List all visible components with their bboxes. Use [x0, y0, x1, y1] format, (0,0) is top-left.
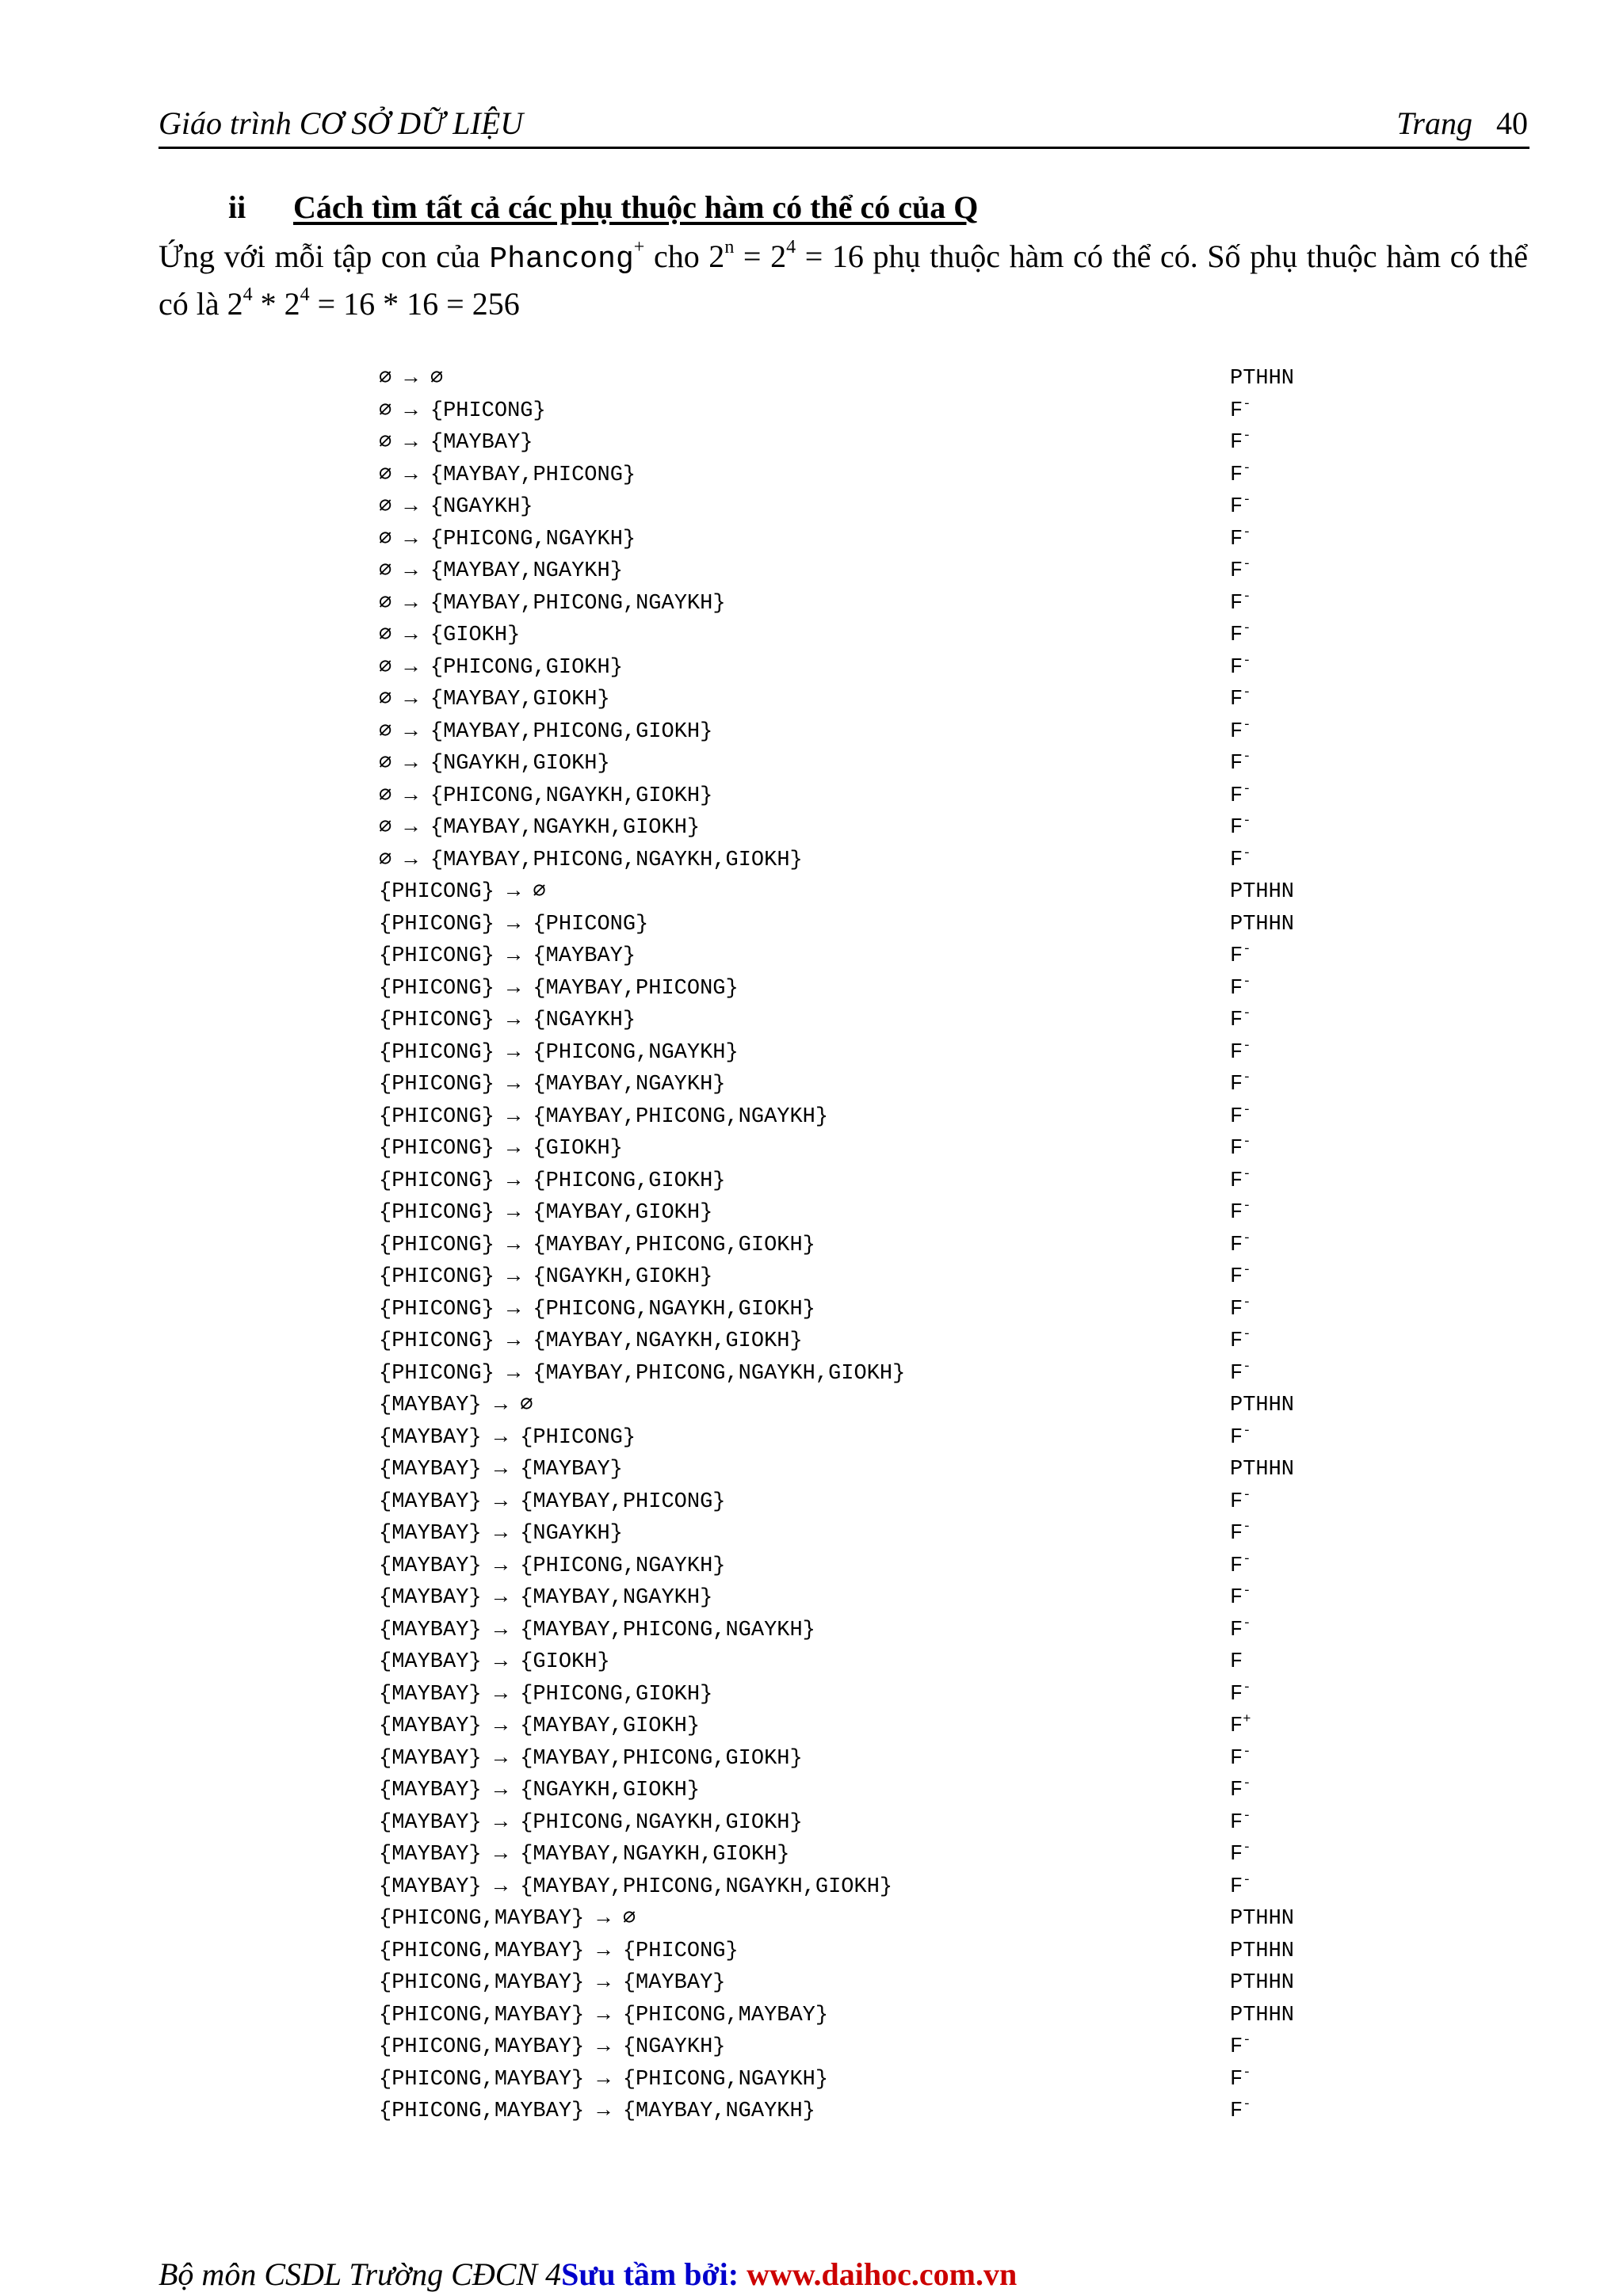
dependency-status: [1230, 1743, 1251, 1775]
dependency-status-label: PTHHN: [1230, 2003, 1295, 2027]
dependency-row: [379, 1261, 1409, 1294]
intro-sup: 4: [300, 284, 310, 305]
dependency-expression: {PHICONG} → {NGAYKH}: [379, 1009, 636, 1032]
dependency-status-label: F: [1230, 784, 1243, 808]
dependency-expression: {PHICONG,MAYBAY} → ∅: [379, 1907, 636, 1931]
dependency-status-sup: -: [1243, 460, 1251, 476]
header-page-number: 40: [1496, 105, 1528, 141]
dependency-status: [1230, 1679, 1251, 1711]
dependency-status-sup: -: [1243, 1295, 1251, 1310]
section-number: ii: [228, 189, 246, 225]
dependency-status: [1230, 1325, 1251, 1357]
dependency-status-label: F: [1230, 559, 1243, 583]
dependency-status-sup: -: [1243, 2033, 1251, 2048]
dependency-expression: ∅ → {NGAYKH,GIOKH}: [379, 752, 610, 776]
dependency-status: [1230, 1197, 1251, 1229]
dependency-row: [379, 363, 1409, 395]
dependency-status-label: F: [1230, 1361, 1243, 1386]
dependency-status-label: F: [1230, 2100, 1243, 2123]
dependency-status-sup: -: [1243, 1102, 1251, 1118]
dependency-expression: {PHICONG} → {MAYBAY}: [379, 944, 636, 968]
dependency-status: [1230, 2031, 1251, 2063]
dependency-status-sup: -: [1243, 396, 1251, 412]
dependency-row: [379, 1679, 1409, 1711]
dependency-row: [379, 1550, 1409, 1583]
dependency-row: [379, 1197, 1409, 1230]
dependency-row: [379, 845, 1409, 877]
dependency-row: [379, 2000, 1409, 2032]
dependency-expression: {MAYBAY} → {PHICONG,NGAYKH}: [379, 1554, 726, 1578]
dependency-status: [1230, 909, 1294, 940]
dependency-status-sup: -: [1243, 1520, 1251, 1535]
dependency-row: [379, 716, 1409, 749]
dependency-expression: {MAYBAY} → {PHICONG}: [379, 1425, 636, 1450]
section-heading: [228, 184, 978, 231]
dependency-status-label: PTHHN: [1230, 367, 1295, 391]
dependency-row: [379, 1422, 1409, 1455]
dependency-status-sup: -: [1243, 589, 1251, 605]
header-divider: [158, 147, 1529, 149]
dependency-expression: {MAYBAY} → {GIOKH}: [379, 1650, 610, 1674]
dependency-row: [379, 1711, 1409, 1743]
dependency-expression: {PHICONG,MAYBAY} → {PHICONG,MAYBAY}: [379, 2003, 829, 2027]
dependency-status-sup: -: [1243, 781, 1251, 797]
dependency-row: [379, 652, 1409, 685]
dependency-status: [1230, 1261, 1251, 1293]
dependency-status: [1230, 1903, 1294, 1935]
dependency-status: [1230, 845, 1251, 876]
dependency-status-label: F: [1230, 1425, 1243, 1450]
dependency-row: [379, 620, 1409, 652]
dependency-expression: {PHICONG} → {PHICONG}: [379, 912, 649, 936]
intro-code: Phancong: [489, 242, 634, 277]
dependency-status-label: F: [1230, 688, 1243, 711]
dependency-status-sup: -: [1243, 717, 1251, 733]
dependency-expression: {PHICONG} → {MAYBAY,GIOKH}: [379, 1201, 713, 1225]
dependency-status-sup: -: [1243, 942, 1251, 957]
dependency-status: [1230, 1807, 1251, 1839]
dependency-expression: {PHICONG} → ∅: [379, 880, 546, 904]
dependency-row: [379, 1325, 1409, 1358]
dependency-status: [1230, 940, 1251, 972]
dependency-expression: {MAYBAY} → {NGAYKH,GIOKH}: [379, 1779, 701, 1802]
dependency-status: [1230, 748, 1251, 780]
dependency-status-sup: +: [1243, 1712, 1251, 1727]
dependency-status-label: F: [1230, 1137, 1243, 1161]
footer-credit: Sưu tầm bởi:: [561, 2256, 747, 2292]
dependency-status: [1230, 2064, 1251, 2096]
dependency-status: [1230, 1005, 1251, 1036]
intro-sup: +: [633, 237, 645, 257]
dependency-expression: {MAYBAY} → ∅: [379, 1394, 533, 1417]
dependency-status: [1230, 1294, 1251, 1325]
dependency-expression: {PHICONG} → {PHICONG,NGAYKH,GIOKH}: [379, 1297, 815, 1322]
dependency-status-label: F: [1230, 431, 1243, 455]
dependency-row: [379, 1454, 1409, 1486]
dependency-status-label: F: [1230, 1586, 1243, 1610]
dependency-status-sup: -: [1243, 1327, 1251, 1342]
dependency-status-label: F: [1230, 1040, 1243, 1065]
dependency-status-sup: -: [1243, 1230, 1251, 1246]
dependency-status-label: F: [1230, 463, 1243, 487]
dependency-status: [1230, 1165, 1251, 1197]
intro-sup: n: [724, 237, 735, 257]
intro-text: cho 2: [644, 238, 725, 274]
dependency-status-sup: -: [1243, 1423, 1251, 1439]
dependency-status-label: F: [1230, 1201, 1243, 1225]
dependency-expression: ∅ → {MAYBAY,NGAYKH,GIOKH}: [379, 816, 701, 840]
dependency-expression: ∅ → {MAYBAY}: [379, 431, 533, 455]
dependency-status-sup: -: [1243, 557, 1251, 572]
dependency-status: [1230, 460, 1251, 491]
dependency-status-sup: -: [1243, 1840, 1251, 1855]
dependency-expression: {PHICONG} → {NGAYKH,GIOKH}: [379, 1265, 713, 1289]
dependency-row: [379, 1358, 1409, 1390]
dependency-list: [379, 363, 1409, 2128]
dependency-expression: {PHICONG} → {MAYBAY,NGAYKH,GIOKH}: [379, 1329, 803, 1353]
dependency-status-label: PTHHN: [1230, 880, 1295, 904]
dependency-status: [1230, 1646, 1243, 1678]
dependency-expression: {MAYBAY} → {PHICONG,GIOKH}: [379, 1682, 713, 1707]
dependency-row: [379, 1294, 1409, 1326]
dependency-status-label: F: [1230, 495, 1243, 519]
dependency-status: [1230, 1967, 1294, 1999]
dependency-status-label: F: [1230, 1329, 1243, 1353]
dependency-row: [379, 1005, 1409, 1037]
dependency-status-label: F: [1230, 1746, 1243, 1771]
dependency-status: [1230, 1101, 1251, 1133]
dependency-status: [1230, 1775, 1251, 1806]
intro-text: = 2: [734, 238, 787, 274]
header-title: Giáo trình CƠ SỞ DỮ LIỆU: [158, 105, 524, 141]
dependency-status-sup: -: [1243, 2097, 1251, 2112]
dependency-status-label: F: [1230, 1843, 1243, 1867]
dependency-row: [379, 1165, 1409, 1198]
dependency-status: [1230, 395, 1251, 427]
dependency-status: [1230, 1390, 1294, 1421]
dependency-status-sup: -: [1243, 1359, 1251, 1375]
dependency-status-label: PTHHN: [1230, 1907, 1295, 1931]
dependency-status: [1230, 1518, 1251, 1550]
dependency-status-label: F: [1230, 1650, 1243, 1674]
dependency-expression: {MAYBAY} → {MAYBAY,NGAYKH}: [379, 1586, 713, 1610]
dependency-row: [379, 1069, 1409, 1101]
dependency-expression: {PHICONG,MAYBAY} → {MAYBAY,NGAYKH}: [379, 2100, 815, 2123]
dependency-row: [379, 940, 1409, 973]
dependency-status-label: F: [1230, 1169, 1243, 1193]
dependency-status: [1230, 491, 1251, 523]
dependency-status: [1230, 1486, 1251, 1518]
dependency-status-label: F: [1230, 752, 1243, 776]
dependency-row: [379, 555, 1409, 588]
dependency-row: [379, 460, 1409, 492]
dependency-status-label: F: [1230, 655, 1243, 680]
dependency-expression: {MAYBAY} → {MAYBAY}: [379, 1458, 623, 1482]
dependency-expression: {PHICONG,MAYBAY} → {PHICONG}: [379, 1939, 739, 1963]
dependency-status: [1230, 2096, 1251, 2127]
dependency-status-sup: -: [1243, 1006, 1251, 1021]
dependency-status-label: F: [1230, 2067, 1243, 2092]
dependency-status-label: F: [1230, 976, 1243, 1001]
dependency-status-label: F: [1230, 1233, 1243, 1257]
intro-sup: 4: [786, 237, 796, 257]
dependency-status-sup: -: [1243, 814, 1251, 829]
dependency-status-sup: -: [1243, 493, 1251, 508]
dependency-status-sup: -: [1243, 685, 1251, 700]
dependency-status-sup: -: [1243, 1776, 1251, 1791]
dependency-expression: {PHICONG} → {MAYBAY,PHICONG,NGAYKH}: [379, 1104, 829, 1129]
dependency-expression: ∅ → {NGAYKH}: [379, 495, 533, 519]
dependency-status: [1230, 684, 1251, 715]
dependency-status: [1230, 1550, 1251, 1582]
dependency-expression: {PHICONG} → {MAYBAY,PHICONG,NGAYKH,GIOKH}: [379, 1361, 906, 1386]
dependency-row: [379, 812, 1409, 845]
dependency-status-label: PTHHN: [1230, 1939, 1295, 1963]
dependency-status-sup: -: [1243, 974, 1251, 990]
dependency-expression: {MAYBAY} → {MAYBAY,PHICONG,NGAYKH,GIOKH}: [379, 1875, 893, 1899]
dependency-status-sup: -: [1243, 1615, 1251, 1631]
dependency-row: [379, 588, 1409, 620]
dependency-status-label: PTHHN: [1230, 1394, 1295, 1417]
dependency-status: [1230, 876, 1294, 908]
dependency-row: [379, 1743, 1409, 1775]
dependency-row: [379, 1133, 1409, 1165]
dependency-status: [1230, 1582, 1251, 1614]
dependency-row: [379, 1486, 1409, 1519]
dependency-expression: {PHICONG} → {MAYBAY,NGAYKH}: [379, 1073, 726, 1097]
dependency-status: [1230, 2000, 1294, 2031]
dependency-status-label: F: [1230, 848, 1243, 872]
dependency-expression: ∅ → {GIOKH}: [379, 624, 521, 647]
dependency-status-label: F: [1230, 591, 1243, 616]
dependency-status-label: F: [1230, 624, 1243, 647]
page-footer: [158, 2255, 1017, 2294]
dependency-expression: ∅ → {MAYBAY,NGAYKH}: [379, 559, 623, 583]
dependency-status-label: F: [1230, 1104, 1243, 1129]
dependency-status: [1230, 1422, 1251, 1454]
dependency-status: [1230, 1615, 1251, 1646]
dependency-status: [1230, 1037, 1251, 1069]
dependency-status-label: F: [1230, 1618, 1243, 1642]
dependency-status-sup: -: [1243, 621, 1251, 636]
dependency-status: [1230, 588, 1251, 620]
dependency-status-label: F: [1230, 1009, 1243, 1032]
dependency-expression: ∅ → {PHICONG,GIOKH}: [379, 655, 623, 680]
dependency-expression: ∅ → {PHICONG,NGAYKH,GIOKH}: [379, 784, 713, 808]
dependency-status-sup: -: [1243, 2065, 1251, 2081]
dependency-status-label: F: [1230, 1714, 1243, 1738]
dependency-row: [379, 2096, 1409, 2128]
dependency-expression: {MAYBAY} → {NGAYKH}: [379, 1522, 623, 1546]
page-header: [158, 100, 1528, 147]
dependency-status-sup: -: [1243, 1038, 1251, 1054]
intro-text: Ứng với mỗi tập con của: [158, 238, 490, 274]
dependency-status-label: F: [1230, 1875, 1243, 1899]
dependency-status: [1230, 1454, 1294, 1486]
dependency-expression: {PHICONG} → {MAYBAY,PHICONG}: [379, 976, 739, 1001]
dependency-status: [1230, 1711, 1251, 1742]
footer-text: Bộ môn CSDL Trường CĐCN 4: [158, 2256, 562, 2292]
dependency-expression: {PHICONG,MAYBAY} → {NGAYKH}: [379, 2035, 726, 2059]
dependency-expression: ∅ → ∅: [379, 367, 444, 391]
dependency-status-sup: -: [1243, 429, 1251, 444]
dependency-status: [1230, 363, 1294, 395]
dependency-row: [379, 427, 1409, 460]
dependency-expression: {PHICONG} → {GIOKH}: [379, 1137, 623, 1161]
dependency-expression: {MAYBAY} → {MAYBAY,NGAYKH,GIOKH}: [379, 1843, 790, 1867]
dependency-expression: {MAYBAY} → {MAYBAY,GIOKH}: [379, 1714, 701, 1738]
dependency-row: [379, 1037, 1409, 1070]
dependency-expression: ∅ → {MAYBAY,PHICONG,NGAYKH,GIOKH}: [379, 848, 803, 872]
dependency-status: [1230, 812, 1251, 844]
dependency-status-sup: -: [1243, 1166, 1251, 1182]
intro-paragraph: [158, 235, 1528, 326]
dependency-status-sup: -: [1243, 524, 1251, 540]
dependency-row: [379, 1807, 1409, 1840]
dependency-status: [1230, 1069, 1251, 1100]
dependency-status-label: F: [1230, 1522, 1243, 1546]
dependency-expression: {PHICONG,MAYBAY} → {PHICONG,NGAYKH}: [379, 2067, 829, 2092]
dependency-status-sup: -: [1243, 1199, 1251, 1214]
dependency-status-label: F: [1230, 2035, 1243, 2059]
dependency-status-sup: -: [1243, 1070, 1251, 1085]
dependency-row: [379, 491, 1409, 524]
dependency-expression: {PHICONG,MAYBAY} → {MAYBAY}: [379, 1971, 726, 1995]
dependency-status: [1230, 716, 1251, 748]
dependency-expression: ∅ → {PHICONG,NGAYKH}: [379, 527, 636, 551]
dependency-status-sup: -: [1243, 749, 1251, 765]
dependency-row: [379, 1871, 1409, 1904]
dependency-row: [379, 748, 1409, 780]
dependency-status-label: PTHHN: [1230, 1971, 1295, 1995]
dependency-status: [1230, 427, 1251, 459]
dependency-expression: {MAYBAY} → {MAYBAY,PHICONG,NGAYKH}: [379, 1618, 815, 1642]
dependency-status-label: F: [1230, 1073, 1243, 1097]
dependency-expression: {PHICONG} → {MAYBAY,PHICONG,GIOKH}: [379, 1233, 815, 1257]
dependency-row: [379, 1646, 1409, 1679]
dependency-status-label: PTHHN: [1230, 1458, 1295, 1482]
dependency-status: [1230, 524, 1251, 555]
dependency-status: [1230, 620, 1251, 651]
dependency-status-sup: -: [1243, 1551, 1251, 1567]
dependency-status-label: F: [1230, 1297, 1243, 1322]
header-page: [1396, 100, 1528, 147]
dependency-status-label: F: [1230, 1682, 1243, 1707]
dependency-status-label: F: [1230, 816, 1243, 840]
dependency-row: [379, 2031, 1409, 2064]
dependency-status-label: F: [1230, 944, 1243, 968]
dependency-status-label: F: [1230, 527, 1243, 551]
dependency-row: [379, 1775, 1409, 1807]
dependency-status-sup: -: [1243, 1744, 1251, 1760]
dependency-expression: {PHICONG} → {PHICONG,NGAYKH}: [379, 1040, 739, 1065]
dependency-status: [1230, 1871, 1251, 1903]
dependency-expression: ∅ → {MAYBAY,PHICONG,NGAYKH}: [379, 591, 726, 616]
dependency-expression: ∅ → {MAYBAY,PHICONG,GIOKH}: [379, 719, 713, 744]
dependency-status-label: F: [1230, 719, 1243, 744]
dependency-status-sup: -: [1243, 1872, 1251, 1888]
dependency-status-sup: -: [1243, 1680, 1251, 1695]
header-page-label: Trang: [1396, 105, 1472, 141]
dependency-row: [379, 1390, 1409, 1422]
dependency-row: [379, 524, 1409, 556]
dependency-status-label: F: [1230, 1265, 1243, 1289]
dependency-status-sup: -: [1243, 1584, 1251, 1599]
dependency-status: [1230, 652, 1251, 684]
dependency-status: [1230, 1230, 1251, 1261]
dependency-row: [379, 780, 1409, 813]
dependency-status: [1230, 1133, 1251, 1165]
dependency-status-label: F: [1230, 1779, 1243, 1802]
dependency-row: [379, 1839, 1409, 1871]
dependency-expression: {MAYBAY} → {MAYBAY,PHICONG}: [379, 1489, 726, 1514]
dependency-row: [379, 1582, 1409, 1615]
intro-text: = 16 * 16 = 256: [309, 286, 520, 322]
dependency-row: [379, 1903, 1409, 1936]
dependency-status: [1230, 973, 1251, 1005]
dependency-status: [1230, 1936, 1294, 1967]
dependency-status-sup: -: [1243, 1263, 1251, 1278]
dependency-expression: ∅ → {MAYBAY,PHICONG}: [379, 463, 636, 487]
footer-url[interactable]: www.daihoc.com.vn: [747, 2256, 1018, 2292]
dependency-status-sup: -: [1243, 1135, 1251, 1150]
dependency-row: [379, 1967, 1409, 2000]
dependency-status-label: PTHHN: [1230, 912, 1295, 936]
dependency-expression: {MAYBAY} → {MAYBAY,PHICONG,GIOKH}: [379, 1746, 803, 1771]
dependency-status: [1230, 780, 1251, 812]
dependency-row: [379, 2064, 1409, 2096]
dependency-status-sup: -: [1243, 653, 1251, 669]
dependency-status-sup: -: [1243, 845, 1251, 861]
dependency-row: [379, 973, 1409, 1005]
dependency-status-label: F: [1230, 1810, 1243, 1835]
dependency-row: [379, 1101, 1409, 1134]
dependency-expression: {PHICONG} → {PHICONG,GIOKH}: [379, 1169, 726, 1193]
section-title: Cách tìm tất cả các phụ thuộc hàm có thể có của Q: [293, 189, 979, 225]
dependency-row: [379, 1518, 1409, 1550]
dependency-row: [379, 909, 1409, 941]
dependency-expression: ∅ → {MAYBAY,GIOKH}: [379, 688, 610, 711]
intro-sup: 4: [242, 284, 253, 305]
dependency-row: [379, 1230, 1409, 1262]
dependency-status: [1230, 1358, 1251, 1390]
dependency-row: [379, 876, 1409, 909]
intro-text: * 2: [252, 286, 300, 322]
dependency-expression: ∅ → {PHICONG}: [379, 399, 546, 423]
dependency-status-label: F: [1230, 399, 1243, 423]
dependency-expression: {MAYBAY} → {PHICONG,NGAYKH,GIOKH}: [379, 1810, 803, 1835]
intro-text: = 16 phụ thuộc hàm có thể có. Số phụ thuộc hàm có thể có là 2: [158, 238, 1528, 322]
dependency-row: [379, 1615, 1409, 1647]
dependency-status-label: F: [1230, 1554, 1243, 1578]
dependency-status: [1230, 555, 1251, 587]
dependency-row: [379, 684, 1409, 716]
dependency-status-sup: -: [1243, 1808, 1251, 1824]
dependency-row: [379, 395, 1409, 428]
dependency-status-label: F: [1230, 1489, 1243, 1514]
dependency-status: [1230, 1839, 1251, 1871]
dependency-row: [379, 1936, 1409, 1968]
dependency-status-sup: -: [1243, 1487, 1251, 1503]
